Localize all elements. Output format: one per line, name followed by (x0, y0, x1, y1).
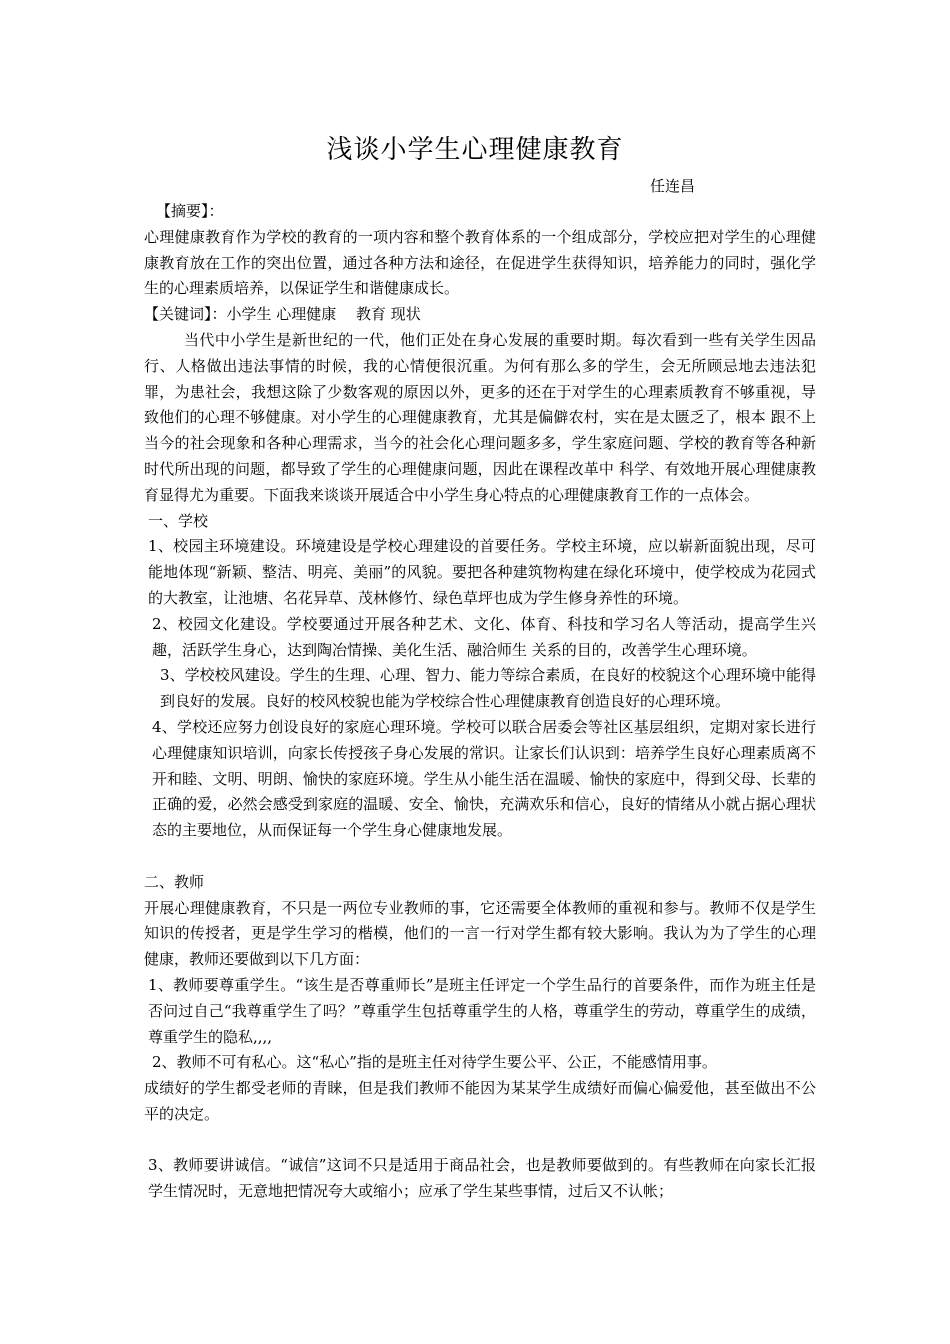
document-author: 任连昌 (650, 177, 696, 195)
teacher-item-2-line-2: 成绩好的学生都受老师的青睐，但是我们教师不能因为某某学生成绩好而偏心偏爱他，甚至做出不公平的决定。 (144, 1079, 816, 1123)
school-item-3: 3、学校校风建设。学生的生理、心理、智力、能力等综合素质，在良好的校貌这个心理环境中能得到良好的发展。良好的校风校貌也能为学校综合性心理健康教育创造良好的心理环境。 (160, 666, 816, 711)
section-heading-teacher: 二、教师 (144, 872, 205, 891)
school-item-4: 4、学校还应努力创设良好的家庭心理环境。学校可以联合居委会等社区基层组织，定期对家长进行心理健康知识培训，向家长传授孩子身心发展的常识。让家长们认识到：培养学生良好心理素质离不开和睦、文明、明朗、愉快的家庭环境。学生从小能生活在温暖、愉快的家庭中，得到父母、长辈的正确的爱，必然会感受到家庭的温暖、安全、愉快，充满欢乐和信心，良好的情绪从小就占据心理状态的主要地位，从而保证每一个学生身心健康地发展。 (152, 717, 816, 840)
teacher-item-3: 3、教师要讲诚信。“诚信”这词不只是适用于商品社会，也是教师要做到的。有些教师在向家长汇报学生情况时，无意地把情况夸大或缩小；应承了学生某些事情，过后又不认帐； (148, 1156, 816, 1201)
abstract-heading: 【摘要】： (156, 202, 224, 220)
document-title: 浅谈小学生心理健康教育 (326, 135, 624, 165)
section-heading-school: 一、学校 (148, 511, 209, 530)
blank-line (144, 1128, 816, 1154)
blank-line (144, 844, 816, 870)
intro-paragraph: 当代中小学生是新世纪的一代，他们正处在身心发展的重要时期。每次看到一些有关学生因品行、人格做出违法事情的时候，我的心情便很沉重。为何有那么多的学生，会无所顾忌地去违法犯罪，为患社会，我想这除了少数客观的原因以外，更多的还在于对学生的心理素质教育不够重视，导致他们的心理不够健康。对小学生的心理健康教育，尤其是偏僻农村，实在是太匮乏了，根本 跟不上当今的社会现象和各种心理需求，当今的社会化心理问题多多，学生家庭问题、学校的教育等各种新时代所出现的问题，都导致了学生的心理健康问题，因此在课程改革中 科学、有效地开展心理健康教育显得尤为重要。下面我来谈谈开展适合中小学生身心特点的心理健康教育工作的一点体会。 (144, 330, 816, 504)
school-item-1: 1、校园主环境建设。环境建设是学校心理建设的首要任务。学校主环境，应以崭新面貌出现，尽可能地体现“新颖、整洁、明亮、美丽”的风貌。要把各种建筑物构建在绿化环境中，使学校成为花园式的大教室，让池塘、名花异草、茂林修竹、绿色草坪也成为学生修身养性的环境。 (148, 537, 816, 607)
teacher-item-2-line-1: 2、教师不可有私心。这“私心”指的是班主任对待学生要公平、公正，不能感情用事。 (152, 1053, 717, 1072)
keywords: 【关键词】：小学生 心理健康 教育 现状 (144, 305, 421, 324)
document-body (144, 199, 816, 1205)
teacher-intro: 开展心理健康教育，不只是一两位专业教师的事，它还需要全体教师的重视和参与。教师不仅是学生知识的传授者，更是学生学习的楷模，他们的一言一行对学生都有较大影响。我认为为了学生的心理健康，教师还要做到以下几方面： (144, 898, 816, 969)
school-item-2: 2、校园文化建设。学校要通过开展各种艺术、文化、体育、科技和学习名人等活动，提高学生兴趣，活跃学生身心，达到陶冶情操、美化生活、融洽师生 关系的目的，改善学生心理环境。 (152, 614, 816, 659)
teacher-item-1: 1、教师要尊重学生。“该生是否尊重师长”是班主任评定一个学生品行的首要条件，而作为班主任是否问过自己“我尊重学生了吗？”尊重学生包括尊重学生的人格，尊重学生的劳动，尊重学生的成绩，尊重学生的隐私,,,, (148, 975, 816, 1046)
abstract-text: 心理健康教育作为学校的教育的一项内容和整个教育体系的一个组成部分，学校应把对学生的心理健康教育放在工作的突出位置，通过各种方法和途径，在促进学生获得知识，培养能力的同时，强化学生的心理素质培养，以保证学生和谐健康成长。 (144, 227, 816, 298)
